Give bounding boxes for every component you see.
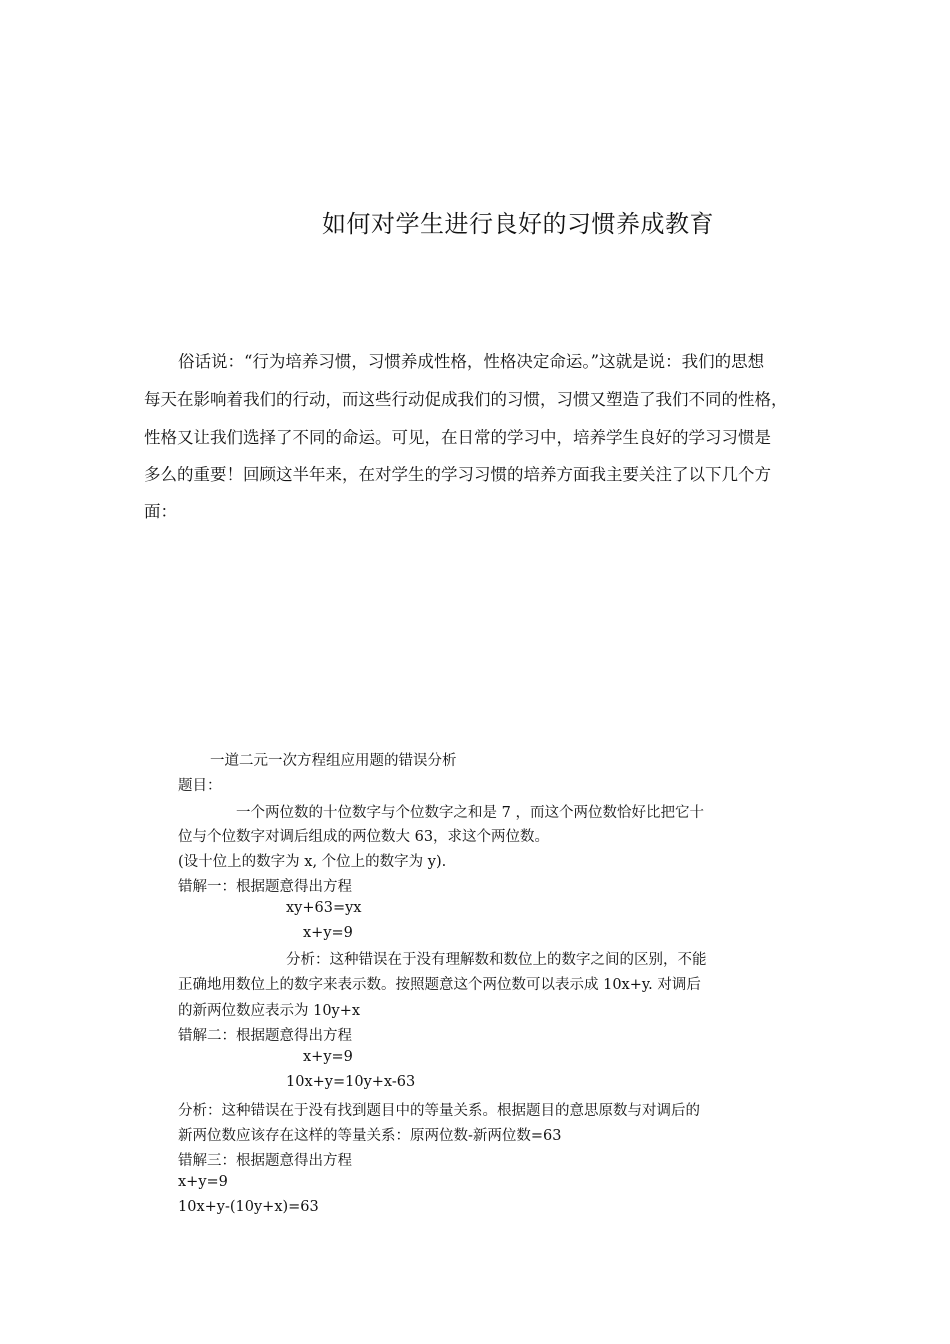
intro-line-5: 面： — [144, 502, 177, 521]
problem-assumption: (设十位上的数字为 x, 个位上的数字为 y). — [178, 854, 447, 870]
error-1-analysis-line-1: 分析：这种错误在于没有理解数和数位上的数字之间的区别，不能 — [286, 952, 707, 968]
document-title: 如何对学生进行良好的习惯养成教育 — [322, 210, 714, 238]
error-2-analysis-line-1: 分析：这种错误在于没有找到题目中的等量关系。根据题目的意思原数与对调后的 — [178, 1103, 700, 1119]
problem-line-1: 一个两位数的十位数字与个位数字之和是 7 ，而这个两位数恰好比把它十 — [236, 805, 704, 821]
error-2-equation-2: 10x+y=10y+x-63 — [286, 1074, 416, 1090]
error-3-equation-1: x+y=9 — [178, 1174, 228, 1190]
error-1-equation-1: xy+63=yx — [286, 900, 362, 916]
error-1-label: 错解一：根据题意得出方程 — [178, 879, 352, 895]
error-2-label: 错解二：根据题意得出方程 — [178, 1028, 352, 1044]
section-heading: 一道二元一次方程组应用题的错误分析 — [210, 753, 457, 769]
problem-line-2: 位与个位数字对调后组成的两位数大 63，求这个两位数。 — [178, 829, 550, 845]
intro-line-1: 俗话说：“行为培养习惯，习惯养成性格，性格决定命运。”这就是说：我们的思想 — [178, 352, 765, 371]
error-3-label: 错解三：根据题意得出方程 — [178, 1153, 352, 1169]
error-1-analysis-line-2: 正确地用数位上的数字来表示数。按照题意这个两位数可以表示成 10x+y. 对调后 — [178, 977, 701, 993]
error-2-analysis-line-2: 新两位数应该存在这样的等量关系：原两位数-新两位数=63 — [178, 1128, 562, 1144]
error-1-equation-2: x+y=9 — [303, 925, 353, 941]
error-3-equation-2: 10x+y-(10y+x)=63 — [178, 1199, 319, 1215]
intro-line-3: 性格又让我们选择了不同的命运。可见，在日常的学习中，培养学生良好的学习习惯是 — [144, 428, 771, 447]
intro-line-4: 多么的重要！回顾这半年来，在对学生的学习习惯的培养方面我主要关注了以下几个方 — [144, 465, 771, 484]
error-2-equation-1: x+y=9 — [303, 1049, 353, 1065]
error-1-analysis-line-3: 的新两位数应表示为 10y+x — [178, 1003, 361, 1019]
intro-line-2: 每天在影响着我们的行动，而这些行动促成我们的习惯，习惯又塑造了我们不同的性格， — [144, 390, 788, 409]
problem-label: 题目： — [178, 778, 222, 794]
